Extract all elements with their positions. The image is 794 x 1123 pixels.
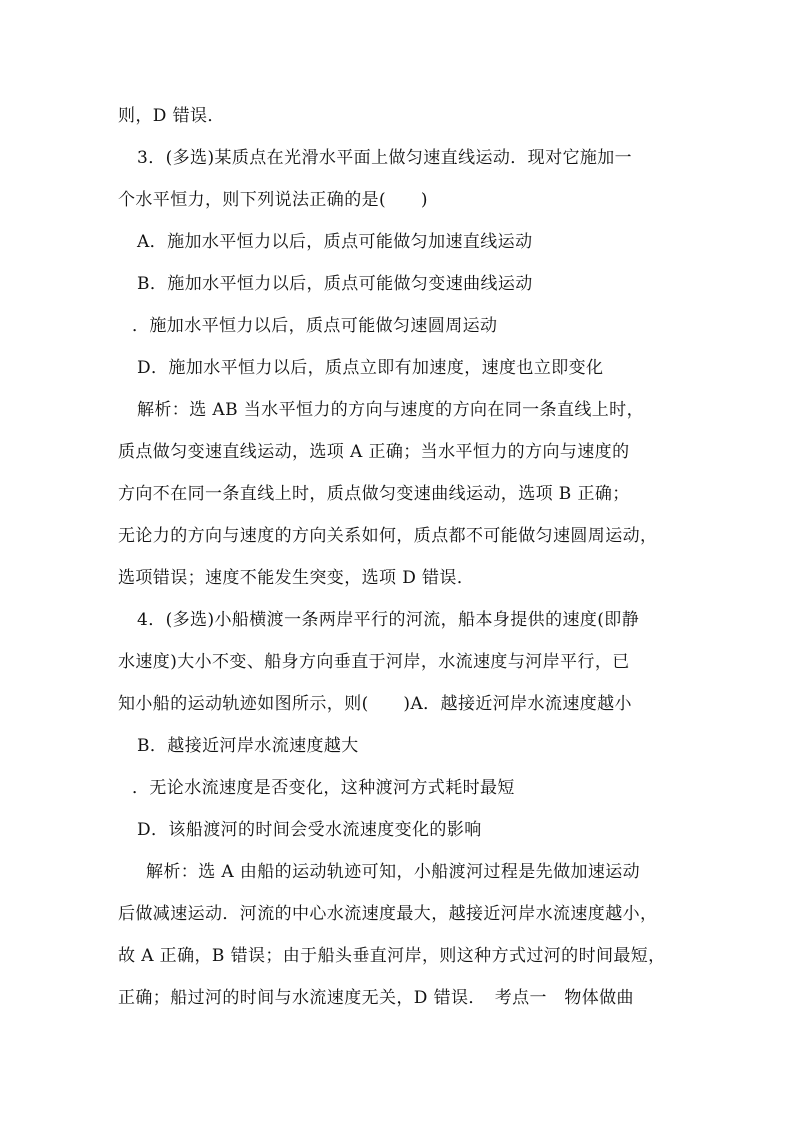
question-3-analysis-line-3: 方向不在同一条直线上时，质点做匀变速曲线运动，选项 B 正确； — [118, 484, 630, 504]
question-3-option-c: ．施加水平恒力以后，质点可能做匀速圆周运动 — [132, 316, 498, 336]
question-4-analysis-line-1: 解析：选 A 由船的运动轨迹可知，小船渡河过程是先做加速运动 — [146, 862, 641, 882]
question-3-analysis-line-2: 质点做匀变速直线运动，选项 A 正确；当水平恒力的方向与速度的 — [118, 442, 630, 462]
question-4-stem-line-2: 水速度)大小不变、船身方向垂直于河岸，水流速度与河岸平行，已 — [118, 652, 630, 672]
question-4-option-c: ．无论水流速度是否变化，这种渡河方式耗时最短 — [132, 778, 515, 798]
question-3-analysis-line-1: 解析：选 AB 当水平恒力的方向与速度的方向在同一条直线上时， — [137, 400, 644, 420]
question-3-option-d: D．施加水平恒力以后，质点立即有加速度，速度也立即变化 — [137, 358, 604, 378]
question-3-analysis-line-5: 选项错误；速度不能发生突变，选项 D 错误． — [118, 568, 475, 588]
question-4-stem-line-3: 知小船的运动轨迹如图所示，则( )A．越接近河岸水流速度越小 — [118, 694, 632, 714]
question-4-stem-line-1: 4．(多选)小船横渡一条两岸平行的河流，船本身提供的速度(即静 — [137, 610, 640, 630]
question-4-option-b: B．越接近河岸水流速度越大 — [137, 736, 359, 756]
text-line-1: 则，D 错误． — [118, 106, 225, 126]
question-3-stem-line-2: 个水平恒力，则下列说法正确的是( ) — [118, 190, 428, 210]
question-3-stem-line-1: 3．(多选)某质点在光滑水平面上做匀速直线运动．现对它施加一 — [137, 148, 633, 168]
question-4-analysis-line-2: 后做减速运动．河流的中心水流速度最大，越接近河岸水流速度越小， — [118, 904, 658, 924]
question-4-option-d: D．该船渡河的时间会受水流速度变化的影响 — [137, 820, 482, 840]
question-3-analysis-line-4: 无论力的方向与速度的方向关系如何，质点都不可能做匀速圆周运动， — [118, 526, 658, 546]
question-3-option-b: B．施加水平恒力以后，质点可能做匀变速曲线运动 — [137, 274, 533, 294]
question-3-option-a: A．施加水平恒力以后，质点可能做匀加速直线运动 — [137, 232, 533, 252]
question-4-analysis-line-4: 正确；船过河的时间与水流速度无关，D 错误． 考点一 物体做曲 — [118, 988, 634, 1008]
question-4-analysis-line-3: 故 A 正确，B 错误；由于船头垂直河岸，则这种方式过河的时间最短， — [118, 946, 666, 966]
